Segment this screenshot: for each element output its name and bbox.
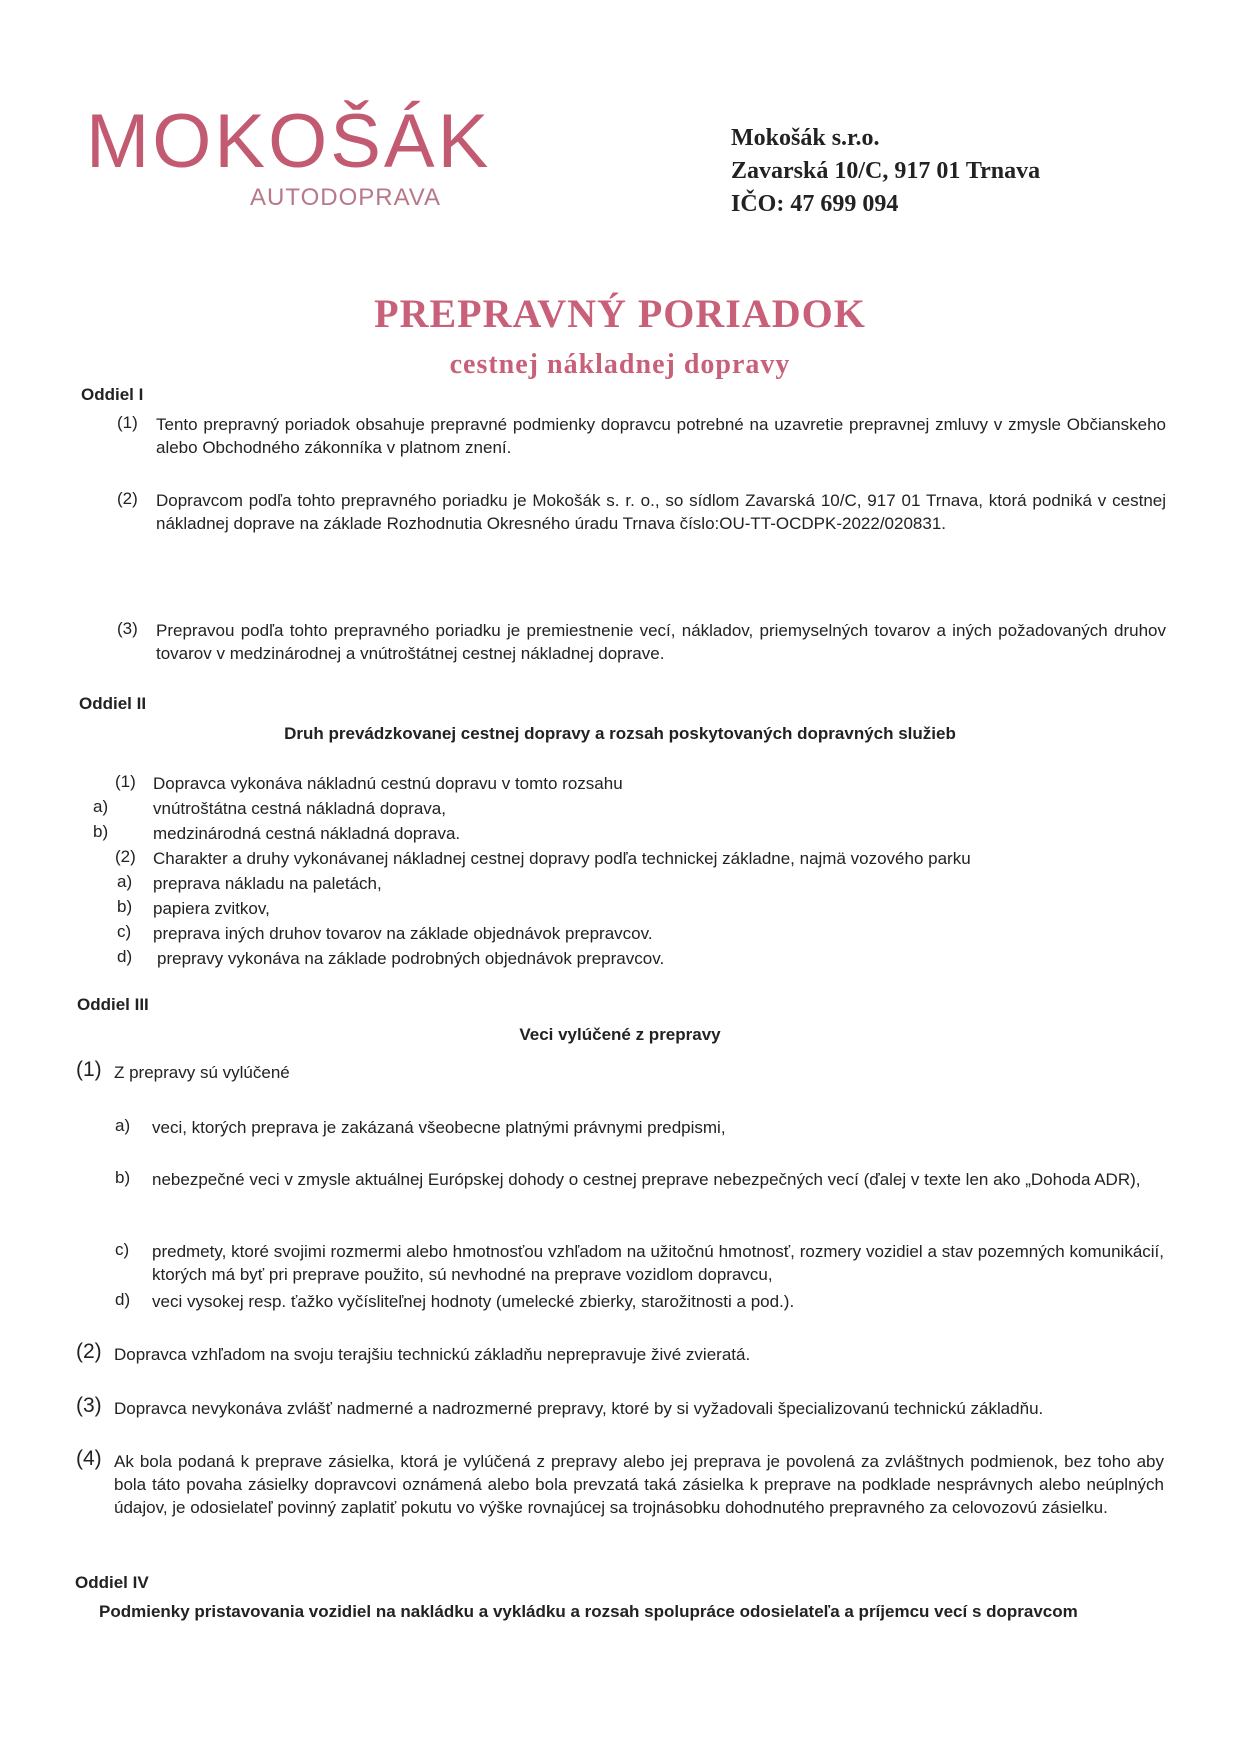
item-number: (1) <box>115 772 136 791</box>
company-ico: IČO: 47 699 094 <box>731 191 899 217</box>
paragraph: Dopravca vzhľadom na svoju terajšiu technickú základňu neprepravuje živé zvieratá. <box>114 1345 751 1364</box>
section-heading-1: Oddiel I <box>81 385 144 404</box>
paragraph: Dopravca nevykonáva zvlášť nadmerné a nadrozmerné prepravy, ktoré by si vyžadovali špecializovanú technickú základňu. <box>114 1399 1044 1418</box>
paragraph: Prepravou podľa tohto prepravného poriadku je premiestnenie vecí, nákladov, priemyselných tovarov a iných požadovaných druhov tovarov v medzinárodnej a vnútroštátnej cestnej nákladnej doprave. <box>156 621 1166 663</box>
item-number: (2) <box>115 847 136 866</box>
paragraph: Z prepravy sú vylúčené <box>114 1063 290 1082</box>
item-letter: c) <box>115 1240 130 1259</box>
item-number: (3) <box>76 1394 102 1417</box>
list-item: papiera zvitkov, <box>153 899 270 918</box>
paragraph: Dopravcom podľa tohto prepravného poriadku je Mokošák s. r. o., so sídlom Zavarská 10/C, 917 01 Trnava, ktorá podniká v cestnej nákladnej doprave na základe Rozhodnutia Okresného úradu Trnava číslo:OU-TT-OCDPK-2022/020831. <box>156 491 1166 533</box>
item-letter: a) <box>115 1116 131 1135</box>
paragraph: Tento prepravný poriadok obsahuje prepravné podmienky dopravcu potrebné na uzavretie prepravnej zmluvy v zmysle Občianskeho alebo Obchodného zákonníka v platnom znení. <box>156 415 1166 457</box>
paragraph: Ak bola podaná k preprave zásielka, ktorá je vylúčená z prepravy alebo jej preprava je povolená za zvláštnych podmienok, bez toho aby bola táto povaha zásielky dopravcovi oznámená alebo bola prevzatá taká zásielka k preprave na podklade nesprávnych alebo neúplných údajov, je odosielateľ povinný zaplatiť pokutu vo výške rovnajúcej sa trojnásobku dohodnutého prepravného za celovozovú zásielku. <box>114 1452 1164 1517</box>
item-number: (2) <box>76 1340 102 1363</box>
item-letter: c) <box>117 922 132 941</box>
list-item: prepravy vykonáva na základe podrobných objednávok prepravcov. <box>157 949 665 968</box>
list-item: preprava nákladu na paletách, <box>153 874 382 893</box>
list-item: veci, ktorých preprava je zakázaná všeobecne platnými právnymi predpismi, <box>152 1118 726 1137</box>
item-letter: a) <box>117 872 133 891</box>
section-title-3: Veci vylúčené z prepravy <box>519 1025 721 1044</box>
list-item: veci vysokej resp. ťažko vyčísliteľnej hodnoty (umelecké zbierky, starožitnosti a pod.). <box>152 1292 795 1311</box>
logo-tagline: AUTODOPRAVA <box>250 184 442 211</box>
item-letter: b) <box>115 1168 131 1187</box>
company-info <box>731 122 1040 221</box>
item-number: (1) <box>76 1058 102 1081</box>
list-item: vnútroštátna cestná nákladná doprava, <box>153 799 446 818</box>
item-letter: b) <box>93 822 109 841</box>
list-item: nebezpečné veci v zmysle aktuálnej Európskej dohody o cestnej preprave nebezpečných vecí (ďalej v texte len ako „Dohoda ADR), <box>152 1170 1141 1189</box>
section-heading-3: Oddiel III <box>77 995 149 1014</box>
item-number: (3) <box>117 619 138 638</box>
company-logo: MOKOŠÁK <box>86 99 492 184</box>
item-letter: a) <box>93 797 109 816</box>
paragraph: Charakter a druhy vykonávanej nákladnej cestnej dopravy podľa technickej základne, najmä vozového parku <box>153 849 971 868</box>
section-title-4: Podmienky pristavovania vozidiel na nakládku a vykládku a rozsah spolupráce odosielateľa a príjemcu vecí s dopravcom <box>99 1602 1078 1621</box>
company-name: Mokošák s.r.o. <box>731 125 880 151</box>
item-letter: b) <box>117 897 133 916</box>
list-item: preprava iných druhov tovarov na základe objednávok prepravcov. <box>153 924 653 943</box>
company-address: Zavarská 10/C, 917 01 Trnava <box>731 158 1041 184</box>
item-number: (1) <box>117 413 138 432</box>
item-number: (4) <box>76 1447 102 1470</box>
item-number: (2) <box>117 489 138 508</box>
list-item: medzinárodná cestná nákladná doprava. <box>153 824 461 843</box>
list-item: predmety, ktoré svojimi rozmermi alebo hmotnosťou vzhľadom na užitočnú hmotnosť, rozmery vozidiel a stav pozemných komunikácií, ktorých má byť pri preprave použito, sú nevhodné na preprave vozidlom dopravcu, <box>152 1242 1164 1284</box>
section-heading-2: Oddiel II <box>79 694 147 713</box>
section-title-2: Druh prevádzkovanej cestnej dopravy a rozsah poskytovaných dopravných služieb <box>284 724 956 743</box>
item-letter: d) <box>117 947 133 966</box>
document-title: PREPRAVNÝ PORIADOK <box>374 291 866 336</box>
paragraph: Dopravca vykonáva nákladnú cestnú dopravu v tomto rozsahu <box>153 774 623 793</box>
item-letter: d) <box>115 1290 131 1309</box>
section-heading-4: Oddiel IV <box>75 1573 149 1592</box>
document-subtitle: cestnej nákladnej dopravy <box>449 349 791 380</box>
